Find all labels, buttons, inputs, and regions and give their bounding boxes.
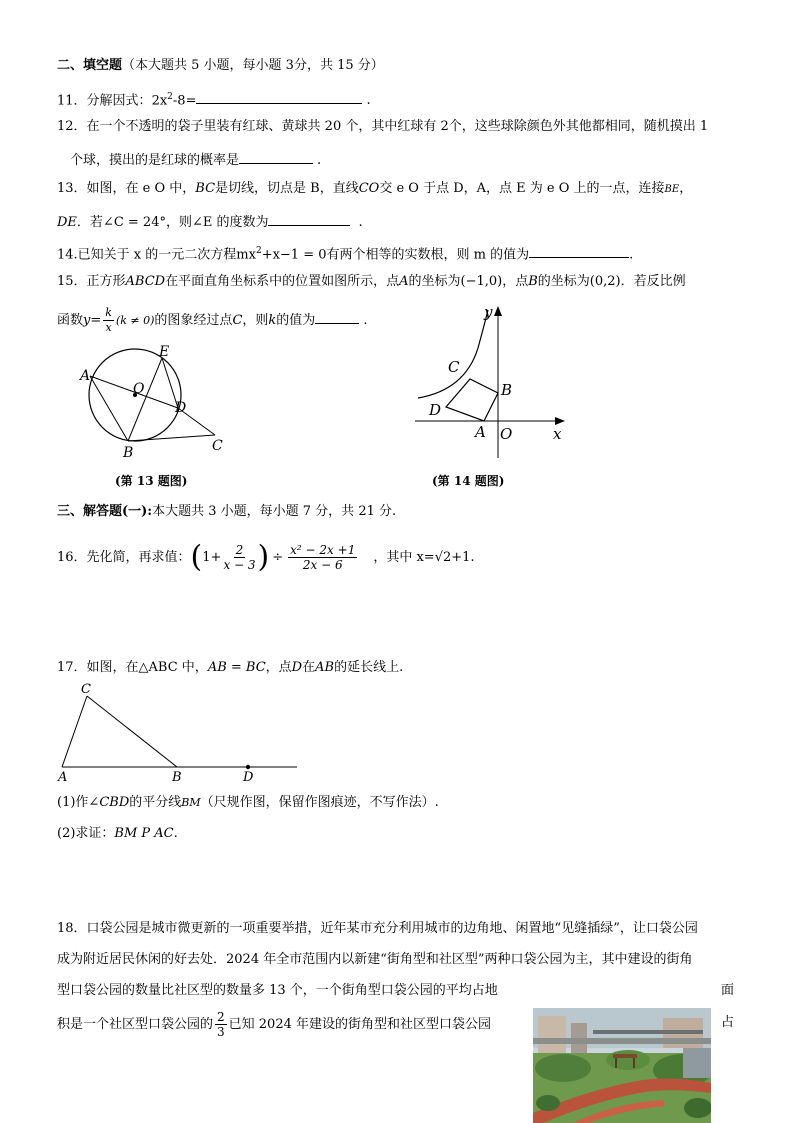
q18-text-b: 已知 2024 年建设的街角型和社区型口袋公园 <box>228 1017 492 1032</box>
label-y: y <box>484 303 493 321</box>
question-15-line-1 <box>57 273 686 291</box>
q12-answer-blank[interactable] <box>239 149 313 164</box>
question-17-part-1 <box>57 794 439 812</box>
q11-end: . <box>366 93 371 109</box>
q15-text-b: 在平面直角坐标系中的位置如图所示，点 <box>165 274 400 289</box>
q14-text-a: 14.已知关于 x 的一元二次方程 <box>57 247 237 263</box>
question-16 <box>57 538 475 578</box>
segment-ab <box>90 376 128 441</box>
q15-fraction <box>103 306 114 335</box>
section-3-desc: 本大题共 3 小题，每小题 7 分，共 21 分. <box>152 504 397 519</box>
q18-fraction-denominator: 3 <box>217 1025 225 1039</box>
question-18-line-3: 型口袋公园的数量比社区型的数量多 13 个，一个街角型口袋公园的平均占地 <box>57 983 498 998</box>
q11-expr: 2x <box>151 93 168 109</box>
q16-close-paren: ) <box>257 539 270 575</box>
label-b: B <box>501 381 513 399</box>
q13-text-a: 13．如图，在 e O 中， <box>57 181 196 196</box>
q16-text-c: +1. <box>451 550 475 565</box>
q14-answer-blank[interactable] <box>529 243 629 258</box>
inverse-function-curve <box>418 310 488 398</box>
question-12-line-1: 12．在一个不透明的袋子里装有红球、黄球共 20 个，其中红球有 2个，这些球除颜色外其他都相同，随机摸出 1 <box>57 119 709 134</box>
q17-p1-text-c: （尺规作图，保留作图痕迹，不写作法）. <box>200 795 439 810</box>
q15-b: B <box>528 274 538 289</box>
q15-a: A <box>399 274 409 289</box>
q13-answer-blank[interactable] <box>268 211 350 226</box>
q18-fraction <box>215 1010 227 1039</box>
question-12-line-2 <box>70 149 321 170</box>
question-15-line-2 <box>57 305 367 336</box>
label-a: A <box>80 368 91 384</box>
q17-bm-parallel-ac: BM P AC <box>114 826 174 841</box>
q15-condition: (k ≠ 0) <box>115 314 155 327</box>
label-b: B <box>172 770 182 785</box>
figure-13-caption: (第 13 题图) <box>115 474 188 488</box>
figure-14-caption: (第 14 题图) <box>432 474 505 488</box>
label-e: E <box>159 344 170 360</box>
q15-c: C <box>232 313 243 328</box>
q14-mx: mx <box>236 247 256 263</box>
q15-fraction-denominator: x <box>105 321 112 334</box>
q15-text-g: ，则 <box>242 313 269 328</box>
label-c: C <box>81 682 91 697</box>
q14-end: . <box>629 247 634 263</box>
point-d <box>246 765 250 769</box>
pocket-park-photo <box>533 1008 711 1123</box>
question-18-line-2: 成为附近居民休闲的好去处．2024 年全市范围内以新建“街角型和社区型”两种口袋公园为主，其中建设的街角 <box>57 952 693 967</box>
section-3-title: 三、解答题(一): <box>57 504 153 519</box>
q13-text-d: ， <box>679 181 693 196</box>
section-2-title: 二、填空题 <box>57 58 123 73</box>
segment-ac <box>62 696 87 767</box>
q17-text-b: ，点 <box>265 660 292 675</box>
question-17 <box>57 659 403 677</box>
q11-text: 分解因式： <box>86 93 152 109</box>
q15-text-c: 的坐标为(−1,0)，点 <box>408 274 529 289</box>
q15-fraction-numerator: k <box>105 306 112 319</box>
label-a: A <box>475 423 486 441</box>
q13-bc: BC <box>195 181 216 196</box>
q17-text-d: 的延长线上. <box>334 660 404 675</box>
section-2-heading <box>57 57 384 75</box>
q16-fraction-2 <box>288 543 357 572</box>
q16-text-b: ，其中 x= <box>373 550 435 565</box>
question-13-line-1 <box>57 180 692 199</box>
label-o: O <box>500 425 513 443</box>
q17-d: D <box>291 660 303 675</box>
q16-one-plus: 1+ <box>202 550 222 565</box>
q15-end: . <box>363 313 368 328</box>
section-2-desc: （本大题共 5 小题，每小题 3分，共 15 分） <box>122 58 384 73</box>
q15-text-a: 15．正方形 <box>57 274 126 289</box>
q16-root: √2 <box>434 550 452 565</box>
label-b: B <box>123 445 134 461</box>
q17-cbd: CBD <box>99 795 130 810</box>
figure-13 <box>75 340 235 465</box>
q14-exponent: 2 <box>255 246 262 256</box>
question-14 <box>57 242 633 264</box>
q11-expr-tail: -8= <box>172 93 197 109</box>
q15-answer-blank[interactable] <box>315 305 359 324</box>
q13-text-b: 是切线，切点是 B，直线 <box>215 181 359 196</box>
q16-fraction-2-denominator: 2x − 6 <box>302 558 343 572</box>
q17-ab: AB <box>315 660 335 675</box>
figure-17 <box>55 680 305 785</box>
q13-de: DE <box>57 215 77 230</box>
label-c: C <box>448 358 460 376</box>
question-18-line-1: 18．口袋公园是城市微更新的一项重要举措，近年某市充分利用城市的边角地、闲置地“见缝插绿”，让口袋公园 <box>57 921 698 936</box>
q15-text-e: 函数 <box>57 313 84 328</box>
y-axis-arrow <box>494 306 502 316</box>
q12-end: . <box>317 153 322 168</box>
segment-cb <box>87 696 177 767</box>
label-d: D <box>243 770 254 785</box>
q17-bm: BM <box>181 796 201 809</box>
q18-fraction-numerator: 2 <box>217 1010 225 1024</box>
label-d: D <box>429 401 442 419</box>
q17-p1-text-a: (1)作∠ <box>57 795 100 810</box>
q15-abcd: ABCD <box>125 274 166 289</box>
label-c: C <box>212 438 223 454</box>
q15-text-d: 的坐标为(0,2)．若反比例 <box>537 274 686 289</box>
q16-fraction-1-numerator: 2 <box>235 543 244 557</box>
q17-text-a: 17．如图，在△ABC 中， <box>57 660 208 675</box>
q18-text-a: 积是一个社区型口袋公园的 <box>57 1017 214 1032</box>
question-11 <box>57 88 371 110</box>
x-axis-arrow <box>555 417 565 425</box>
segment-bc <box>128 435 215 441</box>
q12-text: 个球，摸出的是红球的概率是 <box>70 153 240 168</box>
q11-exponent: 2 <box>167 92 173 102</box>
q13-end: . <box>358 215 363 230</box>
q15-k: k <box>268 313 277 328</box>
q16-fraction-1-denominator: x − 3 <box>223 558 256 572</box>
q17-p1-text-b: 的平分线 <box>129 795 182 810</box>
q17-ab-bc: AB = BC <box>207 660 266 675</box>
q15-eq: = <box>90 313 102 328</box>
question-13-line-2 <box>57 211 363 232</box>
square-abcd <box>446 379 498 421</box>
q17-text-c: 在 <box>302 660 316 675</box>
q16-fraction-1 <box>223 543 255 572</box>
q15-text-h: 的值为 <box>276 313 316 328</box>
q11-answer-blank[interactable] <box>196 89 362 104</box>
figure-14 <box>410 298 580 463</box>
section-3-heading <box>57 503 396 521</box>
q11-number: 11． <box>57 93 87 109</box>
label-d: D <box>175 400 187 416</box>
q13-text-c: 交 e O 于点 D，A，点 E 为 e O 上的一点，连接 <box>379 181 665 196</box>
segment-be <box>128 358 162 441</box>
q13-co: CO <box>358 181 380 196</box>
q16-text-a: 16．先化简，再求值： <box>57 550 191 565</box>
q13-be: BE <box>664 184 680 195</box>
label-x: x <box>553 425 562 443</box>
q17-p2-end: . <box>173 826 178 841</box>
question-18-line-4 <box>57 1010 491 1040</box>
q16-fraction-2-numerator: x² − 2x +1 <box>290 543 356 557</box>
q17-p2-text-a: (2)求证： <box>57 826 115 841</box>
q14-text-c: +x−1 = 0有两个相等的实数根，则 m 的值为 <box>261 247 530 263</box>
label-o: O <box>133 381 145 397</box>
q13-text-e: ．若∠C = 24°，则∠E 的度数为 <box>76 215 269 230</box>
label-a: A <box>58 770 68 785</box>
q15-y: y <box>83 313 91 328</box>
q16-open-paren: ( <box>190 539 203 575</box>
question-18-line-3-tail: 面 <box>721 983 735 998</box>
q16-divide: ÷ <box>272 550 284 565</box>
q15-text-f: 的图象经过点 <box>154 313 233 328</box>
question-18-line-4-tail: 占 <box>721 1015 735 1030</box>
question-17-part-2 <box>57 825 178 843</box>
